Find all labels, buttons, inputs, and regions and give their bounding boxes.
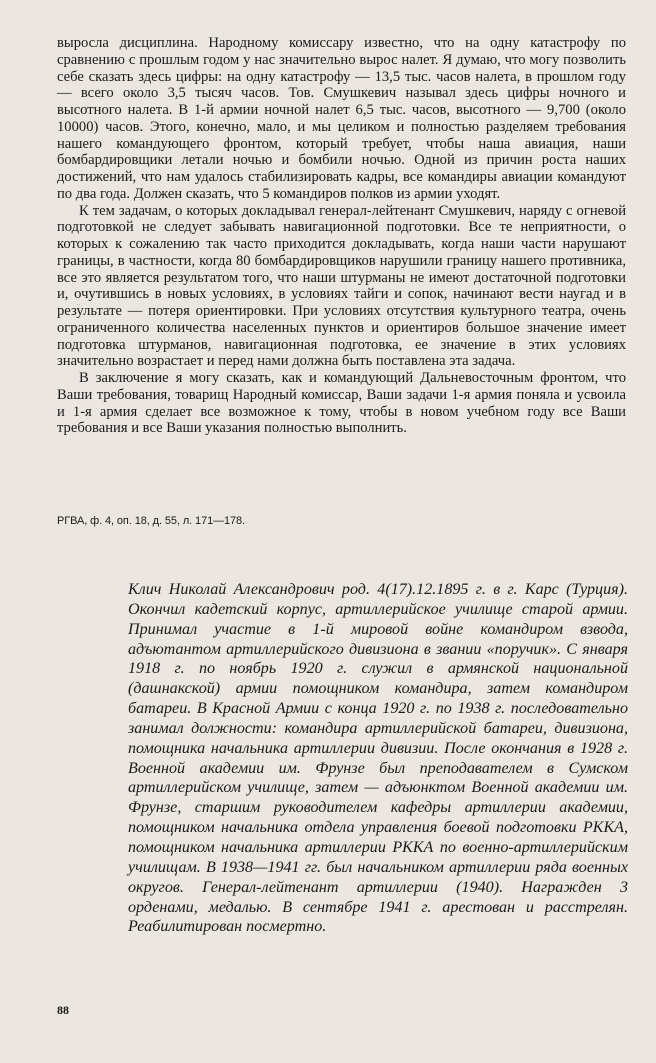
paragraph-2: К тем задачам, о которых докладывал генерал-лейтенант Смушкевич, наряду с огневой подготовкой не следует забывать навигационной подготовки. Все те неприятности, о которых к сожалению так часто приходится докладывать, когда наши части нарушают границы, в частности, когда 80 бомбардировщиков нарушили границу нашего противника, все это является результатом того, что наши штурманы не имеют достаточной подготовки и, очутившись в новых условиях, в условиях тайги и сопок, начинают вести наугад и в результате — потеря ориентировки. При условиях отсутствия культурного театра, очень ограниченного количества населенных пунктов и ориентиров большое значение имеет подготовка штурманов, навигационная подготовка, ее значение в этих условиях значительно возрастает и перед нами должна быть поставлена эта задача. bbox=[57, 202, 626, 370]
page-number: 88 bbox=[57, 1003, 69, 1017]
paragraph-1: выросла дисциплина. Народному комиссару известно, что на одну катастрофу по сравнению с прошлым годом у нас значительно вырос налет. Я думаю, что могу позволить себе сказать здесь цифры: на одну катастрофу — 13,5 тыс. часов налета, в прошлом году — всего около 3,5 тысяч часов. Тов. Смушкевич называл здесь цифры ночного и высотного налета. В 1-й армии ночной налет 6,5 тыс. часов, высотного — 9,700 (около 10000) часов. Этого, конечно, мало, и мы целиком и полностью разделяем требования нашего командующего фронтом, который требует, чтобы наша авиация, наши бомбардировщики летали ночью и бомбили ночью. Одной из причин роста наших достижений, что нам удалось стабилизировать кадры, все командиры авиации командуют по два года. Должен сказать, что 5 командиров полков из армии уходят. bbox=[57, 35, 626, 202]
speech-text bbox=[57, 35, 626, 437]
biographical-note bbox=[128, 580, 628, 937]
paragraph-3: В заключение я могу сказать, как и командующий Дальневосточным фронтом, что Ваши требования, товарищ Народный комиссар, Ваши задачи 1-я армия поняла и усвоила и 1-я армия сделает все возможное к тому, чтобы в новом учебном году все Ваши требования и все Ваши указания полностью выполнить. bbox=[57, 370, 626, 437]
archive-source-note: РГВА, ф. 4, оп. 18, д. 55, л. 171—178. bbox=[57, 515, 246, 527]
bio-text: Клич Николай Александрович род. 4(17).12.1895 г. в г. Карс (Турция). Окончил кадетский корпус, артиллерийское училище старой армии. Принимал участие в 1-й мировой войне командиром взвода, адъютантом артиллерийского дивизиона в звании «поручик». С января 1918 г. по ноябрь 1920 г. служил в армянской национальной (дашнакской) армии помощником командира, затем командиром батареи. В Красной Армии с конца 1920 г. по 1938 г. последовательно занимал должности: командира артиллерийской батареи, дивизиона, помощника начальника артиллерии дивизии. После окончания в 1928 г. Военной академии им. Фрунзе был преподавателем в Сумском артиллерийском училище, затем — адъюнктом Военной академии им. Фрунзе, старшим руководителем кафедры артиллерии академии, помощником начальника отдела управления боевой подготовки РККА, помощником начальника артиллерии РККА по военно-артиллерийским училищам. В 1938—1941 гг. был начальником артиллерии ряда военных округов. Генерал-лейтенант артиллерии (1940). Награжден 3 орденами, медалью. В сентябре 1941 г. арестован и расстрелян. Реабилитирован посмертно. bbox=[128, 581, 628, 936]
